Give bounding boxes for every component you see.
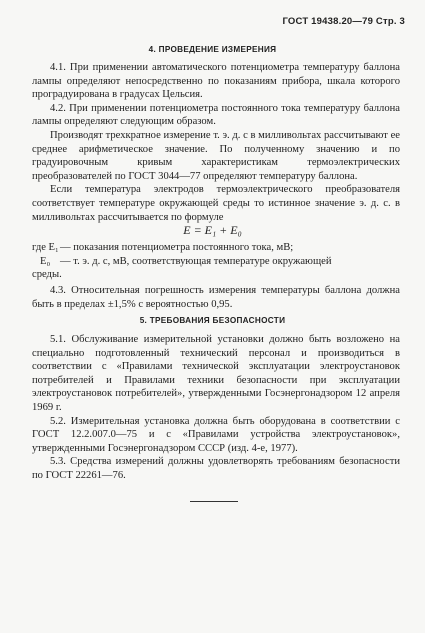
paragraph-4-2-condition: Если температура электродов термоэлектрического преобразователя соответствует температуре окружающей среды то истинное значение э. д. с. в милливольтах рассчитывается по формуле <box>32 184 400 223</box>
paragraph-4-3: 4.3. Относительная погрешность измерения температуры баллона должна быть в пределах ±1,5% с вероятностью 0,95. <box>32 285 400 310</box>
formula: E = E₁ + E₀ <box>183 223 242 237</box>
definition-e0-label: E₀ <box>40 255 51 267</box>
page-header: ГОСТ 19438.20—79 Стр. 3 <box>282 16 405 27</box>
definition-e0-text: — т. э. д. с, мВ, соответствующая температуре окружающей <box>60 255 332 267</box>
paragraph-5-3: 5.3. Средства измерений должны удовлетворять требованиям безопасности по ГОСТ 22261—76. <box>32 456 400 481</box>
paragraph-5-1: 5.1. Обслуживание измерительной установки должно быть возложено на специально подготовленный технический персонал и производиться в соответствии с «Правилами технической эксплуатации электроустановок потребителей и Правилами техники безопасности при эксплуатации электроустановок потребителей», утвержденными Госэнергонадзором 12 апреля 1969 г. <box>32 334 400 413</box>
definition-e1 <box>32 241 400 255</box>
formula-definitions <box>32 241 400 282</box>
paragraph-4-1: 4.1. При применении автоматического потенциометра температуру баллона лампы определяют непосредственно по показаниям прибора, шкала которого проградуирована в градусах Цельсия. <box>32 62 400 101</box>
section-5-title: 5. ТРЕБОВАНИЯ БЕЗОПАСНОСТИ <box>139 316 286 325</box>
end-divider <box>190 501 238 502</box>
section-4-3 <box>32 284 400 311</box>
paragraph-5-2: 5.2. Измерительная установка должна быть оборудована в соответствии с ГОСТ 12.2.007.0—75 и с «Правилами устройства электроустановок», утвержденными Госэнергонадзором СССР (изд. 4-е, 1977). <box>32 415 400 454</box>
section-4-title: 4. ПРОВЕДЕНИЕ ИЗМЕРЕНИЯ <box>148 45 277 54</box>
definition-e0 <box>32 255 400 269</box>
definition-e1-label: где E₁ <box>32 242 59 253</box>
section-5-body <box>32 333 400 483</box>
definition-e1-text: — показания потенциометра постоянного тока, мВ; <box>60 242 294 253</box>
section-4-body <box>32 61 400 224</box>
paragraph-4-2-measure: Производят трехкратное измерение т. э. д. с в милливольтах рассчитывают ее среднее арифметическое значение. По полученному значению и по градуировочным кривым характеристикам термоэлектрических преобразователей по ГОСТ 3044—77 определяют температуру баллона. <box>32 129 400 182</box>
definition-e0-continuation: среды. <box>32 269 62 281</box>
paragraph-4-2: 4.2. При применении потенциометра постоянного тока температуру баллона лампы определяют следующим образом. <box>32 102 400 128</box>
